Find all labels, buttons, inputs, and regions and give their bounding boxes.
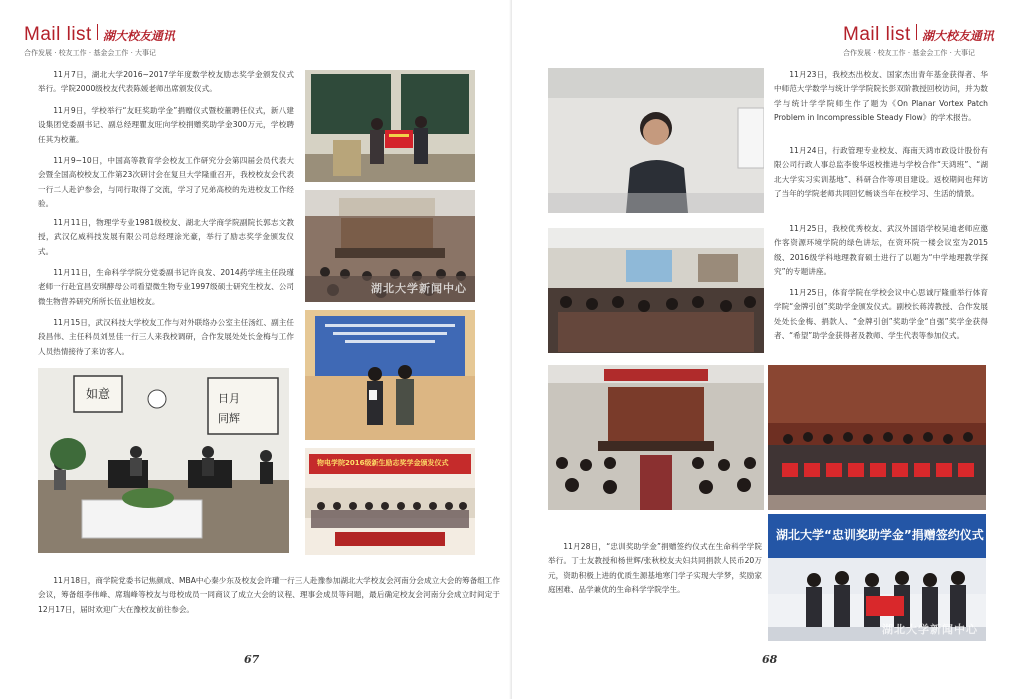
masthead-subtitle: 合作发展 · 校友工作 · 基金会工作 · 大事记 — [843, 49, 976, 57]
news-paragraph: 11月28日，“忠训奖助学金”捐赠签约仪式在生命科学学院举行。丁士友教授和杨世辉/张秋校友夫妇共同捐款人民币20万元，资助积极上进的优质生源基地寒门学子实现大学梦，奖励家庭困难、品学兼优的生命科学学院学生。 — [548, 542, 762, 595]
signing-ceremony-photo — [768, 514, 986, 641]
stage-illustration — [305, 310, 475, 440]
reception-photo — [38, 368, 289, 553]
stage-photo — [305, 310, 475, 440]
masthead-calligraphy: 湖大校友通讯 — [102, 29, 175, 43]
svg-text:日月: 日月 — [218, 392, 240, 405]
masthead-left — [24, 24, 175, 58]
professor-lecture-photo — [548, 68, 764, 213]
page-number-right: 68 — [762, 653, 778, 666]
svg-text:如意: 如意 — [86, 387, 111, 401]
news-paragraph: 11月7日，湖北大学2016~2017学年度数学校友励志奖学金颁发仪式举行。学院2000级校友代表陈媛老师出席颁发仪式。 — [38, 70, 294, 94]
masthead-calligraphy: 湖大校友通讯 — [921, 29, 994, 43]
award-illustration — [305, 70, 475, 182]
news-paragraph: 11月25日，体育学院在学校会议中心思诚厅隆重举行体育学院“金牌引创”奖助学金颁发仪式。副校长蒋涛教授、合作发展处处长金梅、捐款人、“金牌引创”奖助学金“自强”奖学金获得者、“希望”助学金获得者及教师、学生代表等参加仪式。 — [774, 288, 988, 341]
news-paragraph: 11月24日，行政管理专业校友、海南天鸿市政设计股份有限公司行政人事总监李俊华返校推进与学校合作“天鸿班”、“湖北大学实习实训基地”、科研合作等项目建设。返校期间也拜访了当年的学院老师共同回忆畅谈当年在校学习、生活的情景。 — [774, 146, 988, 199]
news-paragraph: 11月9~10日，中国高等教育学会校友工作研究分会第四届会员代表大会暨全国高校校友工作第23次研讨会在复旦大学隆重召开，我校校友会代表一行二人赴沪参会，与同行取得了交流，学习了兄弟高校的先进校友工作经验。 — [38, 156, 294, 209]
masthead-subtitle: 合作发展 · 校友工作 · 基金会工作 · 大事记 — [24, 49, 157, 57]
page-number-left: 67 — [244, 653, 260, 666]
news-center-watermark: 湖北大学新闻中心 — [882, 623, 978, 636]
lecture-illustration — [548, 68, 764, 213]
news-paragraph: 11月9日，学校举行“友旺奖助学金”捐赠仪式暨校董聘任仪式，新八建设集团党委副书记、副总经理瞿友旺向学校捐赠奖助学金300万元，学校聘任其为校董。 — [38, 106, 294, 144]
award-group-photo — [768, 365, 986, 510]
reception-illustration — [38, 368, 289, 553]
masthead-title: Mail list — [24, 24, 92, 45]
news-paragraph: 11月11日，生命科学学院分党委副书记许良发、2014药学班主任段瑾老师一行赴宜昌安琪酵母公司看望微生物专业1997级硕士研究生校友、公司微生物营养研究所所长伍业旭校友。 — [38, 268, 294, 306]
masthead-right — [843, 24, 994, 58]
auditorium-illustration — [548, 365, 764, 510]
award-group-illustration — [768, 365, 986, 510]
right-page — [512, 0, 1024, 699]
news-paragraph: 11月18日，商学院党委书记焦颜成、MBA中心秦少东及校友会许瓘一行三人赴豫参加湖北大学校友会河南分会成立大会的筹备组工作会议，筹备组李伟峰、席瑞峰等校友与母校成员一同商议了成立大会的议程、理事会成员等问题，最后确定校友会河南分会成立时间定于12月17日，届时欢迎广大在豫校友前往参会。 — [38, 576, 500, 614]
news-paragraph: 11月15日，武汉科技大学校友工作与对外联络办公室主任汤红、副主任段昌伟、主任科员刘昱佳一行三人来我校调研，合作发展处处长金梅与工作人员热情接待了来访客人。 — [38, 318, 294, 356]
seminar-room-photo — [548, 228, 764, 353]
group-photo-scholarship — [305, 448, 475, 555]
seminar-illustration — [548, 228, 764, 353]
masthead-title: Mail list — [843, 24, 911, 45]
news-center-watermark: 湖北大学新闻中心 — [371, 282, 467, 295]
scholarship-award-photo — [305, 70, 475, 182]
scholarship-banner-text: 物电学院2016级新生励志奖学金颁发仪式 — [317, 459, 449, 467]
svg-text:同辉: 同辉 — [218, 412, 240, 425]
conference-hall-photo — [305, 190, 475, 302]
news-paragraph: 11月25日，我校优秀校友、武汉外国语学校吴迪老师应邀作客资源环境学院的绿色讲坛，在资环院一楼会议室为2015级、2016级学科地理教育硕士进行了以题为“中学地理教学探究”的专题讲座。 — [774, 224, 988, 277]
signing-banner-text: 湖北大学“忠训奖助学金”捐赠签约仪式 — [776, 528, 984, 542]
auditorium-photo — [548, 365, 764, 510]
news-paragraph: 11月23日，我校杰出校友、国家杰出青年基金获得者、华中师范大学数学与统计学学院院长彭双阶教授回校访问，并为数学与统计学学院师生作了题为《On Planar Vortex Patch Problem in Incompressible Steady Flow》的学术报告。 — [774, 70, 988, 123]
masthead-divider — [916, 24, 917, 40]
news-paragraph: 11月11日，物理学专业1981级校友、湖北大学商学院副院长郭志文教授，武汉亿威科技发展有限公司总经理涂光豪，举行了励志奖学金颁发仪式。 — [38, 218, 294, 256]
masthead-divider — [97, 24, 98, 40]
